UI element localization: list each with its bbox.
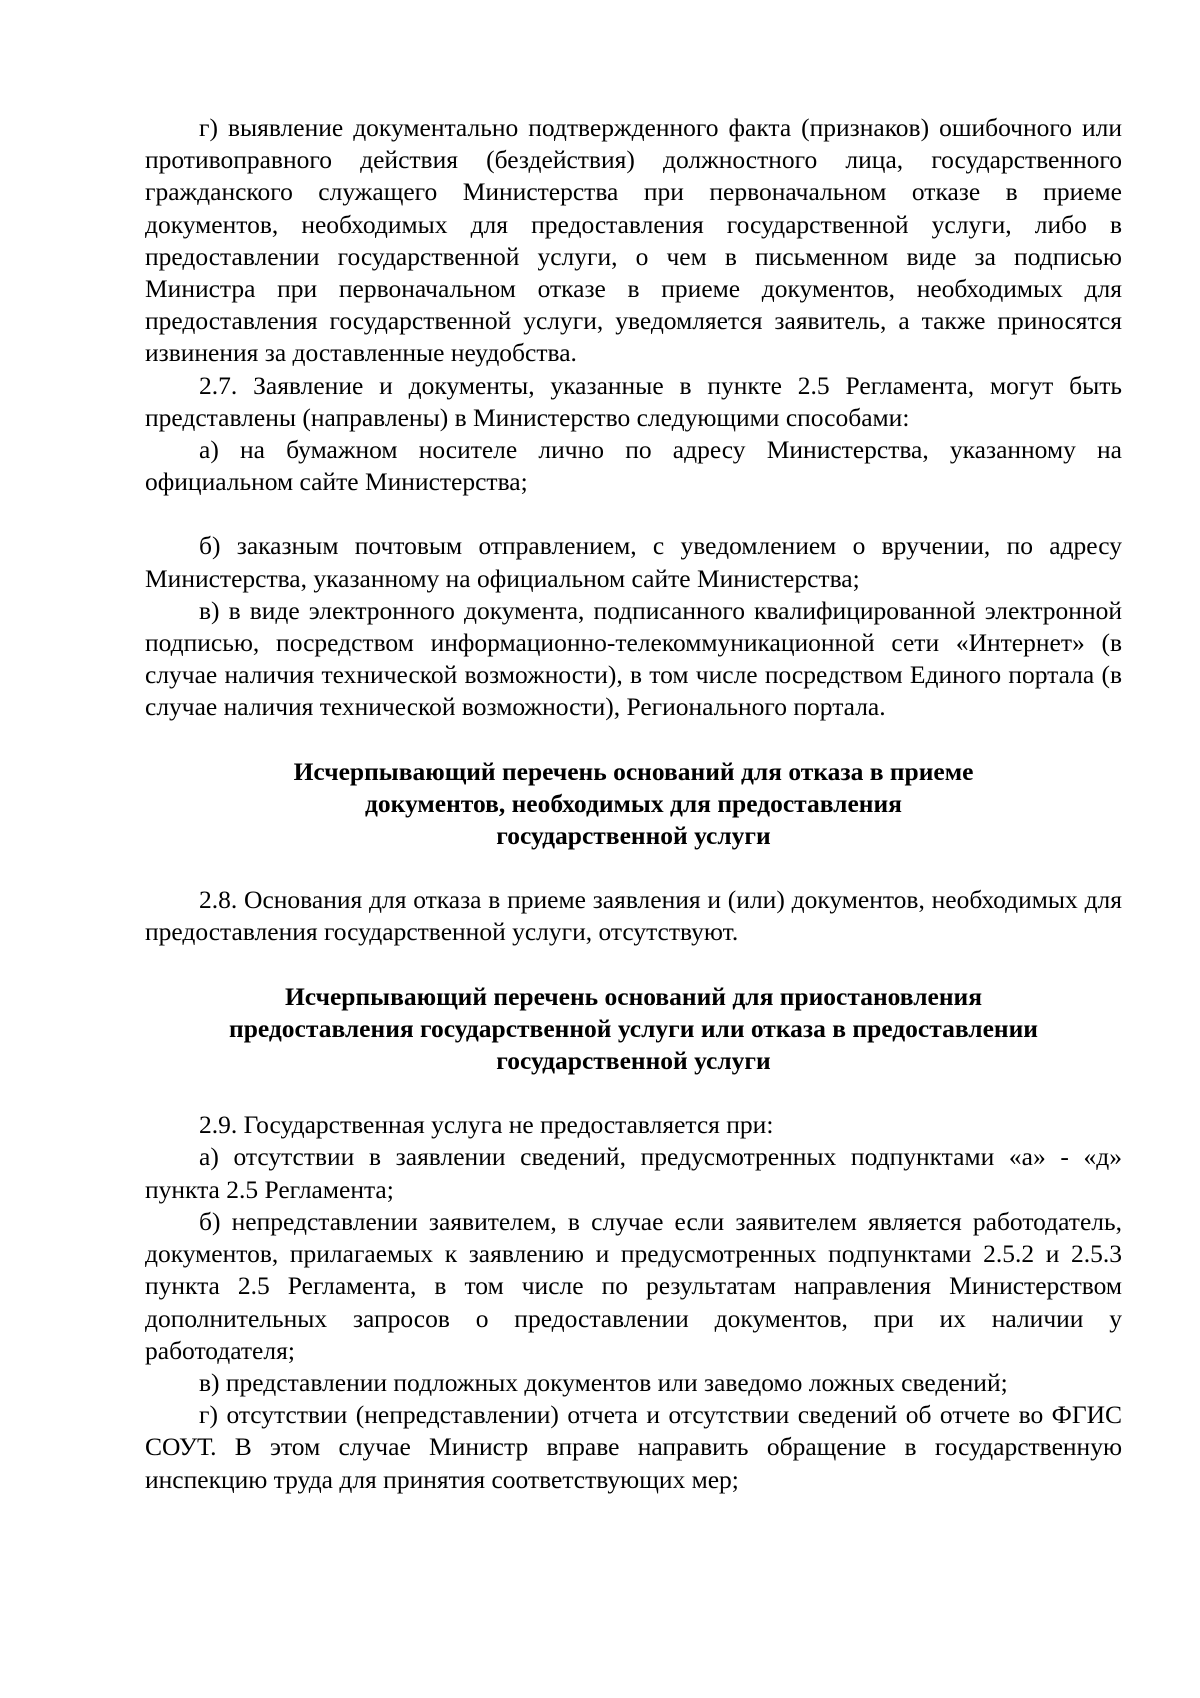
- heading-line: документов, необходимых для предоставления: [365, 788, 902, 818]
- paragraph-2-7-a: а) на бумажном носителе лично по адресу Министерства, указанному на официальном сайте Министерства;: [145, 435, 1122, 497]
- paragraph-2-7-v: в) в виде электронного документа, подписанного квалифицированной электронной подписью, посредством информационно-телекоммуникационной сети «Интернет» (в случае наличия технической возможности), в том числе посредством Единого портала (в случае наличия технической возможности), Регионального портала.: [145, 595, 1122, 722]
- paragraph-2-9: 2.9. Государственная услуга не предоставляется при:: [199, 1110, 774, 1140]
- paragraph-2-7-b: б) заказным почтовым отправлением, с уведомлением о вручении, по адресу Министерства, указанному на официальном сайте Министерства;: [145, 531, 1122, 593]
- paragraph-2-8: 2.8. Основания для отказа в приеме заявления и (или) документов, необходимых для предоставления государственной услуги, отсутствуют.: [145, 885, 1122, 947]
- heading-line: Исчерпывающий перечень оснований для приостановления: [284, 981, 983, 1011]
- document-page: [145, 112, 1122, 1496]
- heading-line: Исчерпывающий перечень оснований для отказа в приеме: [293, 756, 974, 786]
- heading-line: предоставления государственной услуги или отказа в предоставлении: [229, 1013, 1038, 1043]
- paragraph-2-9-b: б) непредставлении заявителем, в случае если заявителем является работодатель, документов, прилагаемых к заявлению и предусмотренных подпунктами 2.5.2 и 2.5.3 пункта 2.5 Регламента, в том числе по результатам направления Министерством дополнительных запросов о предоставлении документов, при их наличии у работодателя;: [145, 1206, 1122, 1365]
- paragraph-2-7: 2.7. Заявление и документы, указанные в пункте 2.5 Регламента, могут быть представлены (направлены) в Министерство следующими способами:: [145, 370, 1122, 432]
- section-heading-suspension-refusal: [145, 981, 1122, 1078]
- paragraph-2-9-v: в) представлении подложных документов или заведомо ложных сведений;: [199, 1367, 1008, 1397]
- section-heading-refusal-documents: [145, 756, 1122, 853]
- paragraph-2-9-a: а) отсутствии в заявлении сведений, предусмотренных подпунктами «а» - «д» пункта 2.5 Регламента;: [145, 1142, 1122, 1204]
- paragraph-2-9-g: г) отсутствии (непредставлении) отчета и отсутствии сведений об отчете во ФГИС СОУТ. В этом случае Министр вправе направить обращение в государственную инспекцию труда для принятия соответствующих мер;: [145, 1400, 1122, 1494]
- heading-line: государственной услуги: [496, 1046, 771, 1076]
- paragraph-g-error-fact: г) выявление документально подтвержденного факта (признаков) ошибочного или противоправного действия (бездействия) должностного лица, государственного гражданского служащего Министерства при первоначальном отказе в приеме документов, необходимых для предоставления государственной услуги, либо в предоставлении государственной услуги, о чем в письменном виде за подписью Министра при первоначальном отказе в приеме документов, необходимых для предоставления государственной услуги, уведомляется заявитель, а также приносятся извинения за доставленные неудобства.: [145, 113, 1122, 368]
- heading-line: государственной услуги: [496, 821, 771, 851]
